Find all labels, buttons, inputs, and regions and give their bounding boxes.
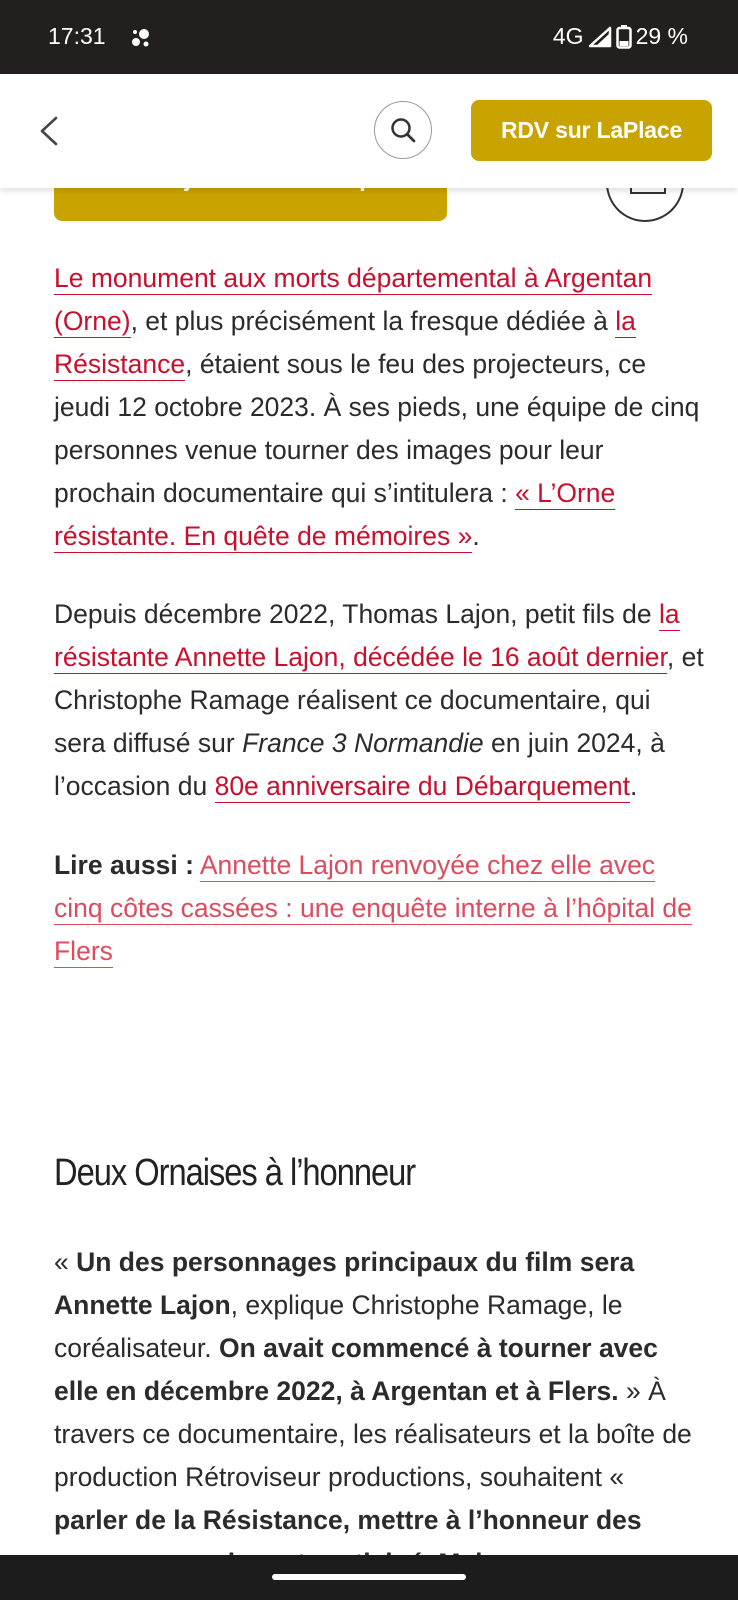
battery-icon xyxy=(616,25,632,49)
read-also-link[interactable]: Annette Lajon renvoyée chez elle avec cinq côtes cassées : une enquête interne à l’hôpital de Flers xyxy=(54,850,692,966)
paragraph-1: Le monument aux morts départemental à Argentan (Orne), et plus précisément la fresque dédiée à la Résistance, étaient sous le feu des projecteurs, ce jeudi 12 octobre 2023. À ses pieds, une équipe de cinq personnes venue tourner des images pour leur prochain documentaire qui s’intitulera : « L’Orne résistante. En quête de mémoires ». xyxy=(54,263,700,551)
status-indicators xyxy=(553,23,688,50)
notification-icon xyxy=(128,25,154,51)
status-bar xyxy=(0,0,738,74)
home-gesture-handle[interactable] xyxy=(272,1574,466,1580)
signal-icon xyxy=(588,26,612,48)
system-nav-bar xyxy=(0,1555,738,1600)
article-body-continued xyxy=(54,1241,704,1585)
section-heading: Deux Ornaises à l’honneur xyxy=(54,1152,416,1194)
app-header xyxy=(0,74,738,188)
article-body xyxy=(54,257,704,973)
read-also-paragraph xyxy=(54,844,704,973)
paragraph-2: Depuis décembre 2022, Thomas Lajon, petit fils de la résistante Annette Lajon, décédée le 16 août dernier, et Christophe Ramage réalisent ce documentaire, qui sera diffusé sur France 3 Normandie en juin 2024, à l’occasion du 80e anniversaire du Débarquement. xyxy=(54,599,704,801)
link-monument-argentan[interactable]: Le monument aux morts départemental à Argentan (Orne) xyxy=(54,263,653,336)
link-80e-anniversaire[interactable]: 80e anniversaire du Débarquement xyxy=(214,771,631,801)
read-also-label: Lire aussi : xyxy=(54,850,194,880)
link-orne-resistante[interactable]: « L’Orne résistante. En quête de mémoires » xyxy=(54,478,616,551)
status-time: 17:31 xyxy=(48,23,106,49)
link-annette-lajon[interactable]: la résistante Annette Lajon, décédée le 16 août dernier xyxy=(54,599,680,672)
paragraph-4: « Un des personnages principaux du film sera Annette Lajon, explique Christophe Ramage, le coréalisateur. On avait commencé à tourner avec elle en décembre 2022, à Argentan et à Flers. » À travers ce documentaire, les réalisateurs et la boîte de production Rétroviseur productions, souhaitent « parler de la Résistance, mettre à l’honneur des xyxy=(54,1247,692,1535)
network-type: 4G xyxy=(552,23,584,49)
search-button[interactable] xyxy=(374,101,432,159)
link-la-resistance[interactable]: la Résistance xyxy=(54,306,636,379)
rdv-laplace-button[interactable]: RDV sur LaPlace xyxy=(471,100,712,161)
search-icon xyxy=(389,116,417,144)
back-chevron-icon[interactable] xyxy=(30,108,70,154)
battery-level: 29 % xyxy=(635,23,688,49)
